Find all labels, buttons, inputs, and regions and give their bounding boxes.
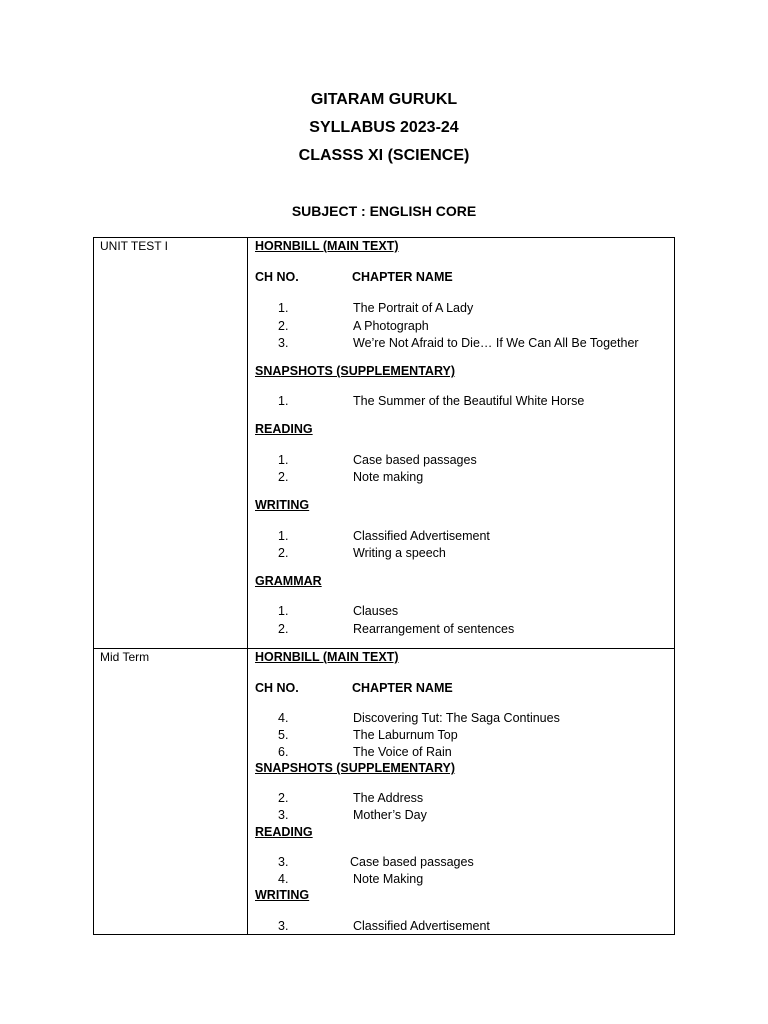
writing-heading: WRITING <box>255 888 310 902</box>
list-item: Rearrangement of sentences <box>353 622 515 636</box>
list-item-no: 1. <box>278 529 289 543</box>
list-item: The Address <box>353 791 424 805</box>
list-item: A Photograph <box>353 319 429 333</box>
list-item-no: 2. <box>278 791 289 805</box>
list-item-no: 4. <box>278 872 289 886</box>
list-item: Discovering Tut: The Saga Continues <box>353 711 560 725</box>
list-item-no: 1. <box>278 394 289 408</box>
list-item-no: 1. <box>278 301 289 315</box>
col-ch-no: CH NO. <box>255 270 299 284</box>
list-item-no: 2. <box>278 319 289 333</box>
list-item-no: 2. <box>278 546 289 560</box>
list-item-no: 3. <box>278 808 289 822</box>
list-item-no: 5. <box>278 728 289 742</box>
list-item: The Portrait of A Lady <box>353 301 474 315</box>
snapshots-heading: SNAPSHOTS (SUPPLEMENTARY) <box>255 364 456 378</box>
list-item: Case based passages <box>350 855 474 869</box>
grammar-heading: GRAMMAR <box>255 574 322 588</box>
list-item-no: 3. <box>278 855 289 869</box>
list-item: Writing a speech <box>353 546 446 560</box>
mid-term-label: Mid Term <box>100 650 150 664</box>
list-item-no: 2. <box>278 470 289 484</box>
col-chapter-name: CHAPTER NAME <box>352 681 453 695</box>
hornbill-heading: HORNBILL (MAIN TEXT) <box>255 650 399 664</box>
snapshots-heading: SNAPSHOTS (SUPPLEMENTARY) <box>255 761 456 775</box>
unit-test-content <box>248 238 674 648</box>
unit-test-label: UNIT TEST I <box>100 239 169 253</box>
unit-test-label-cell <box>94 238 248 648</box>
unit-test-row <box>93 237 675 649</box>
list-item-no: 1. <box>278 453 289 467</box>
school-name: GITARAM GURUKL <box>310 91 458 108</box>
list-item: Clauses <box>353 604 399 618</box>
subject-title: SUBJECT : ENGLISH CORE <box>291 203 477 219</box>
list-item: Case based passages <box>353 453 477 467</box>
col-chapter-name: CHAPTER NAME <box>352 270 453 284</box>
list-item-no: 3. <box>278 336 289 350</box>
list-item-no: 2. <box>278 622 289 636</box>
list-item: We’re Not Afraid to Die… If We Can All Be Together <box>353 336 639 350</box>
list-item: The Voice of Rain <box>353 745 452 759</box>
list-item: The Summer of the Beautiful White Horse <box>353 394 585 408</box>
list-item: Mother’s Day <box>353 808 427 822</box>
list-item-no: 6. <box>278 745 289 759</box>
list-item: Classified Advertisement <box>353 919 490 933</box>
syllabus-title: SYLLABUS 2023-24 <box>309 119 459 136</box>
mid-term-row <box>93 648 675 935</box>
mid-term-label-cell <box>94 649 248 934</box>
writing-heading: WRITING <box>255 498 310 512</box>
mid-term-content <box>248 649 674 934</box>
list-item: Note Making <box>353 872 424 886</box>
list-item-no: 4. <box>278 711 289 725</box>
reading-heading: READING <box>255 422 313 436</box>
hornbill-heading: HORNBILL (MAIN TEXT) <box>255 239 399 253</box>
reading-heading: READING <box>255 825 313 839</box>
list-item: The Laburnum Top <box>353 728 458 742</box>
list-item-no: 3. <box>278 919 289 933</box>
list-item: Note making <box>353 470 424 484</box>
list-item: Classified Advertisement <box>353 529 490 543</box>
col-ch-no: CH NO. <box>255 681 299 695</box>
list-item-no: 1. <box>278 604 289 618</box>
class-title: CLASSS XI (SCIENCE) <box>298 147 470 164</box>
